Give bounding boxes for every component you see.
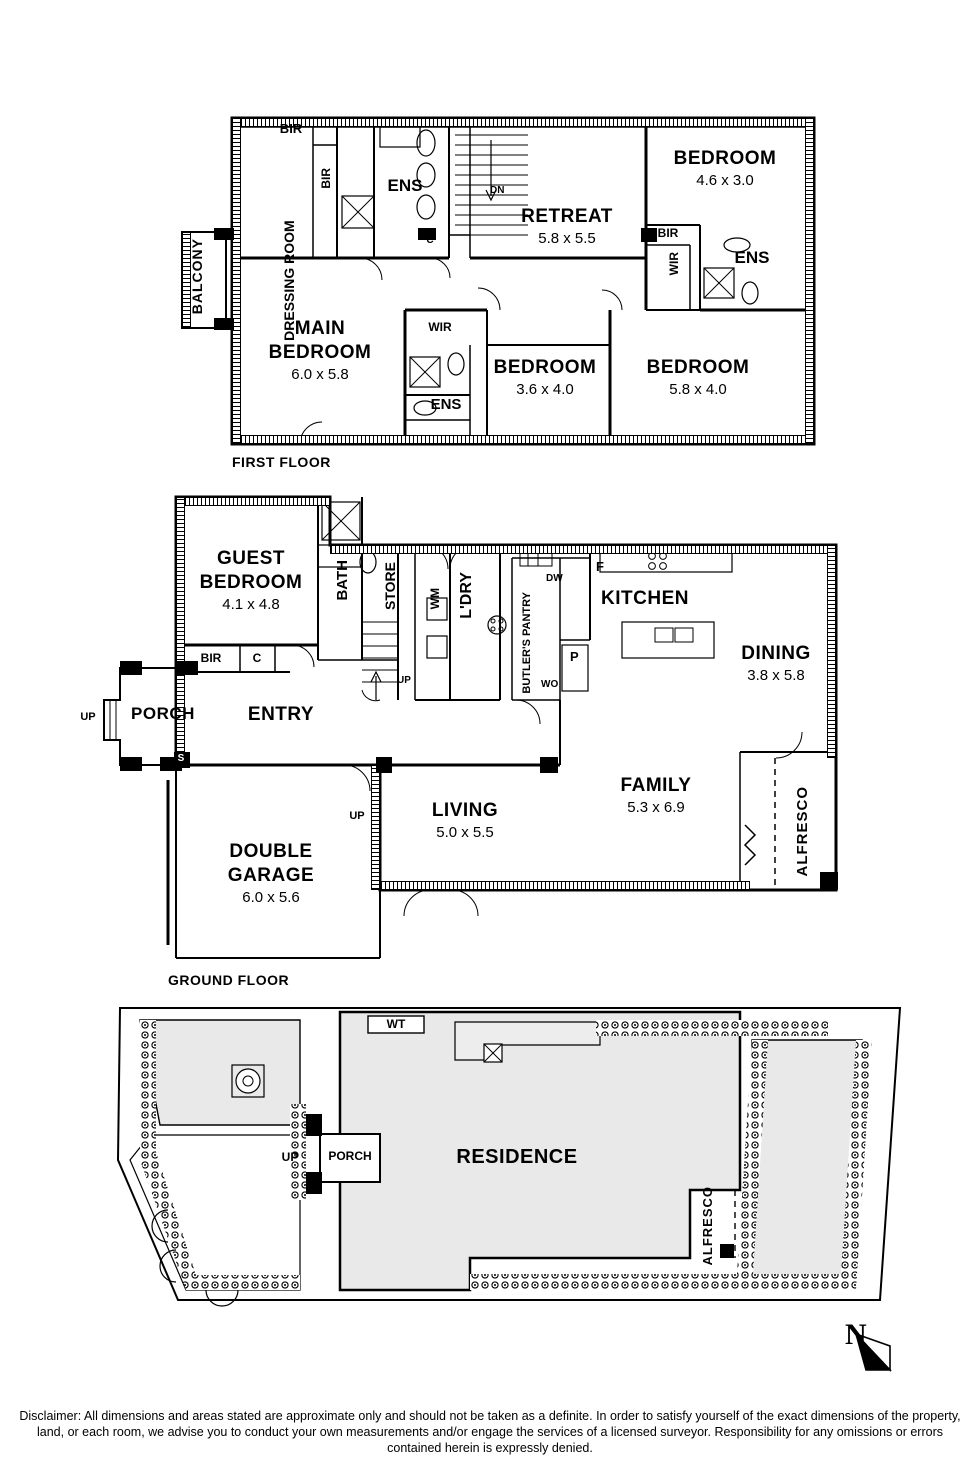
room-label: WO <box>541 679 559 690</box>
room-label: BIR <box>319 168 333 189</box>
room-label: DRESSING ROOM <box>281 220 297 341</box>
room-label: ENTRY <box>247 704 315 725</box>
floor-label-first: FIRST FLOOR <box>232 454 331 470</box>
disclaimer-text: Disclaimer: All dimensions and areas stated are approximate only and should not be taken as a definite. In order to satisfy yourself of the exact dimensions of the property, land, or each room, we advise you to conduct your own measurements and/or engage the services of a licensed surveyor. Responsibility for any omissions or errors contained herein is expressly denied. <box>19 1409 961 1455</box>
room-label: BIR <box>279 121 303 136</box>
room-dim: 3.6 x 4.0 <box>516 381 574 398</box>
room-label: BEDROOM <box>493 357 597 378</box>
room-dim: 5.8 x 4.0 <box>669 381 727 398</box>
room-dim: 4.6 x 3.0 <box>696 172 754 189</box>
room-label: DINING <box>741 643 811 664</box>
room-label-main: MAIN <box>294 318 346 339</box>
room-dim: 5.3 x 6.9 <box>627 799 685 816</box>
room-label: PORCH <box>131 704 195 723</box>
room-label: BEDROOM <box>646 357 750 378</box>
compass-label: N <box>845 1318 867 1351</box>
site-label-wt: WT <box>386 1017 406 1031</box>
room-label: UP <box>80 711 96 723</box>
room-label: C <box>426 235 434 246</box>
room-label: FAMILY <box>620 775 692 796</box>
room-label-double: DOUBLE <box>229 841 313 862</box>
site-label-porch: PORCH <box>328 1149 372 1163</box>
room-label: BIR <box>657 226 679 240</box>
room-label: DN <box>490 185 505 196</box>
room-dim: 4.1 x 4.8 <box>222 596 280 613</box>
room-label: ENS <box>734 248 770 267</box>
room-label: DW <box>546 573 563 584</box>
room-label: C <box>252 651 262 665</box>
room-label: UP <box>349 810 365 822</box>
room-label: BIR <box>200 651 222 665</box>
room-label-garage: GARAGE <box>227 865 315 886</box>
room-label: STORE <box>382 562 398 610</box>
floor-label-ground: GROUND FLOOR <box>168 972 290 988</box>
room-label: ENS <box>387 176 423 195</box>
room-label: S <box>177 753 185 764</box>
room-label: L'DRY <box>458 572 475 619</box>
room-label: WIR <box>667 252 681 276</box>
room-label: KITCHEN <box>601 588 689 609</box>
room-label: BUTLER'S PANTRY <box>521 592 533 694</box>
room-label: BATH <box>334 560 351 601</box>
room-label: RETREAT <box>521 206 613 227</box>
room-label: P <box>570 649 579 664</box>
room-label: WM <box>428 588 442 610</box>
site-label-alfresco: ALFRESCO <box>700 1186 715 1266</box>
site-label-residence: RESIDENCE <box>456 1146 578 1168</box>
room-label-bedroom: BEDROOM <box>268 342 372 363</box>
room-label: WIR <box>428 320 452 334</box>
room-label: LIVING <box>431 800 499 821</box>
room-label-guest: GUEST <box>217 548 285 569</box>
room-dim: 5.0 x 5.5 <box>436 824 494 841</box>
room-dim: 6.0 x 5.8 <box>291 366 349 383</box>
room-label: BEDROOM <box>673 148 777 169</box>
room-label-guest-bedroom: BEDROOM <box>199 572 303 593</box>
room-label: BALCONY <box>189 238 205 315</box>
room-dim: 6.0 x 5.6 <box>242 889 300 906</box>
site-label-up: UP <box>281 1150 299 1164</box>
room-dim: 3.8 x 5.8 <box>747 667 805 684</box>
room-label: ALFRESCO <box>794 786 811 877</box>
room-label: F <box>596 559 604 574</box>
room-dim: 5.8 x 5.5 <box>538 230 596 247</box>
room-label: ENS <box>430 396 462 413</box>
room-label: UP <box>397 675 411 686</box>
